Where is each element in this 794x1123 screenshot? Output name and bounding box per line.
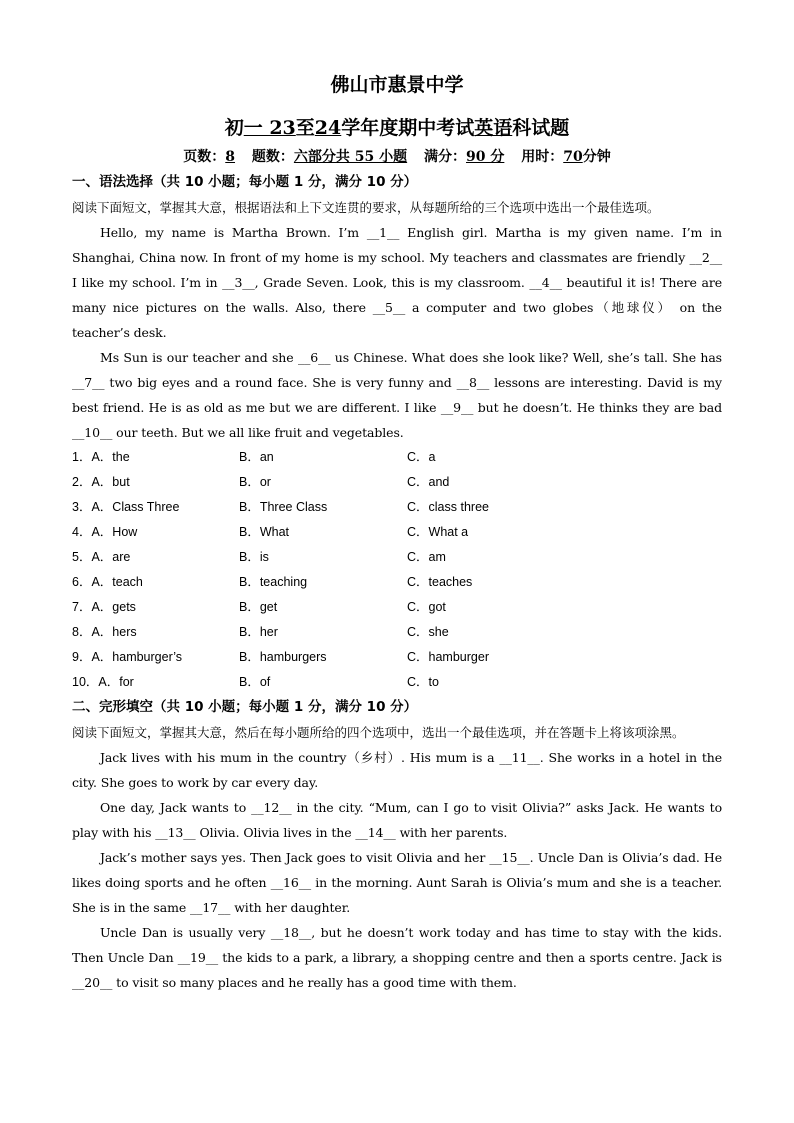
option-row <box>72 545 722 570</box>
section-heading: 二、完形填空（共 10 小题；每小题 1 分，满分 10 分） <box>72 699 418 715</box>
title-end-year: 24 <box>314 117 342 139</box>
section-instruction: 阅读下面短文，掌握其大意，然后在每小题所给的四个选项中，选出一个最佳选项，并在答题卡上将该项涂黑。 <box>72 725 685 740</box>
option-row <box>72 595 722 620</box>
option-c[interactable]: C．a <box>407 450 436 464</box>
title-to: 至 <box>295 117 315 139</box>
exam-title <box>0 113 794 140</box>
option-a[interactable]: 9．A．hamburger’s <box>72 650 183 664</box>
option-b[interactable]: B．of <box>239 675 271 689</box>
option-a[interactable]: 5．A．are <box>72 550 131 564</box>
option-b[interactable]: B．What <box>239 525 290 539</box>
option-row <box>72 645 722 670</box>
exam-meta <box>0 146 794 166</box>
option-b[interactable]: B．Three Class <box>239 500 328 514</box>
option-a[interactable]: 7．A．gets <box>72 600 136 614</box>
school-name: 佛山市惠景中学 <box>330 74 464 96</box>
option-row <box>72 495 722 520</box>
option-b[interactable]: B．or <box>239 475 271 489</box>
options-list <box>72 445 722 695</box>
option-a[interactable]: 2．A．but <box>72 475 130 489</box>
title-suffix: 科试题 <box>512 117 570 139</box>
option-c[interactable]: C．What a <box>407 525 469 539</box>
option-a[interactable]: 4．A．How <box>72 525 138 539</box>
option-b[interactable]: B．teaching <box>239 575 308 589</box>
passage-paragraph: One day, Jack wants to __12__ in the city. “Mum, can I go to visit Olivia?” asks Jack. He wants to play with his __13__ Olivia. Olivia lives in the __14__ with her parents. <box>72 800 722 840</box>
option-c[interactable]: C．am <box>407 550 446 564</box>
section-grammar <box>72 170 722 995</box>
option-row <box>72 570 722 595</box>
passage-paragraph: Ms Sun is our teacher and she __6__ us Chinese. What does she look like? Well, she’s tall. She has __7__ two big eyes and a round face. She is very funny and __8__ lessons are interesting. David is my best friend. He is as old as me but we are different. I like __9__ but he doesn’t. He thinks they are bad __10__ our teeth. But we all like fruit and vegetables. <box>72 350 722 440</box>
option-b[interactable]: B．get <box>239 600 278 614</box>
option-b[interactable]: B．an <box>239 450 274 464</box>
option-row <box>72 620 722 645</box>
title-subject: 英语 <box>474 117 513 139</box>
option-c[interactable]: C．and <box>407 475 450 489</box>
option-b[interactable]: B．is <box>239 550 269 564</box>
option-row <box>72 445 722 470</box>
score-info: 满分：90 分 <box>424 149 505 165</box>
option-row <box>72 470 722 495</box>
questions-info: 题数：六部分共 55 小题 <box>251 149 408 165</box>
option-a[interactable]: 1．A．the <box>72 450 130 464</box>
option-b[interactable]: B．her <box>239 625 278 639</box>
passage-paragraph: Jack’s mother says yes. Then Jack goes to visit Olivia and her __15__. Uncle Dan is Olivia’s dad. He likes doing sports and he often __16__ in the morning. Aunt Sarah is Olivia’s mum and she is a teacher. She is in the same __17__ with her daughter. <box>72 850 722 915</box>
option-row <box>72 670 722 695</box>
passage-paragraph: Jack lives with his mum in the country（乡村）. His mum is a __11__. She works in a hotel in the city. She goes to work by car every day. <box>72 750 722 790</box>
option-c[interactable]: C．she <box>407 625 449 639</box>
option-c[interactable]: C．got <box>407 600 446 614</box>
option-a[interactable]: 6．A．teach <box>72 575 143 589</box>
option-a[interactable]: 3．A．Class Three <box>72 500 180 514</box>
title-prefix: 初 <box>224 117 244 139</box>
title-mid: 学年度期中考试 <box>341 117 475 139</box>
passage-paragraph: Hello, my name is Martha Brown. I’m __1__ English girl. Martha is my given name. I’m in Shanghai, China now. In front of my home is my school. My teachers and classmates are friendly __2__ I like my school. I’m in __3__, Grade Seven. Look, this is my classroom. __4__ beautiful it is! There are many nice pictures on the walls. Also, there __5__ a computer and two globes（地球仪） on the teacher’s desk. <box>72 225 722 340</box>
time-info: 用时：70分钟 <box>521 149 611 165</box>
option-a[interactable]: 10．A．for <box>72 675 134 689</box>
title-grade-year: 一 23 <box>243 117 296 139</box>
option-c[interactable]: C．teaches <box>407 575 473 589</box>
pages-info: 页数：8 <box>183 149 236 165</box>
passage-paragraph: Uncle Dan is usually very __18__, but he doesn’t work today and has time to stay with the kids. Then Uncle Dan __19__ the kids to a park, a library, a shopping centre and then a sports centre. Jack is __20__ to visit so many places and he really has a good time with them. <box>72 925 722 990</box>
section-heading: 一、语法选择（共 10 小题；每小题 1 分，满分 10 分） <box>72 174 418 190</box>
option-c[interactable]: C．class three <box>407 500 489 514</box>
section-instruction: 阅读下面短文，掌握其大意，根据语法和上下文连贯的要求，从每题所给的三个选项中选出一个最佳选项。 <box>72 200 660 215</box>
option-b[interactable]: B．hamburgers <box>239 650 327 664</box>
option-c[interactable]: C．hamburger <box>407 650 489 664</box>
option-row <box>72 520 722 545</box>
option-a[interactable]: 8．A．hers <box>72 625 137 639</box>
option-c[interactable]: C．to <box>407 675 439 689</box>
